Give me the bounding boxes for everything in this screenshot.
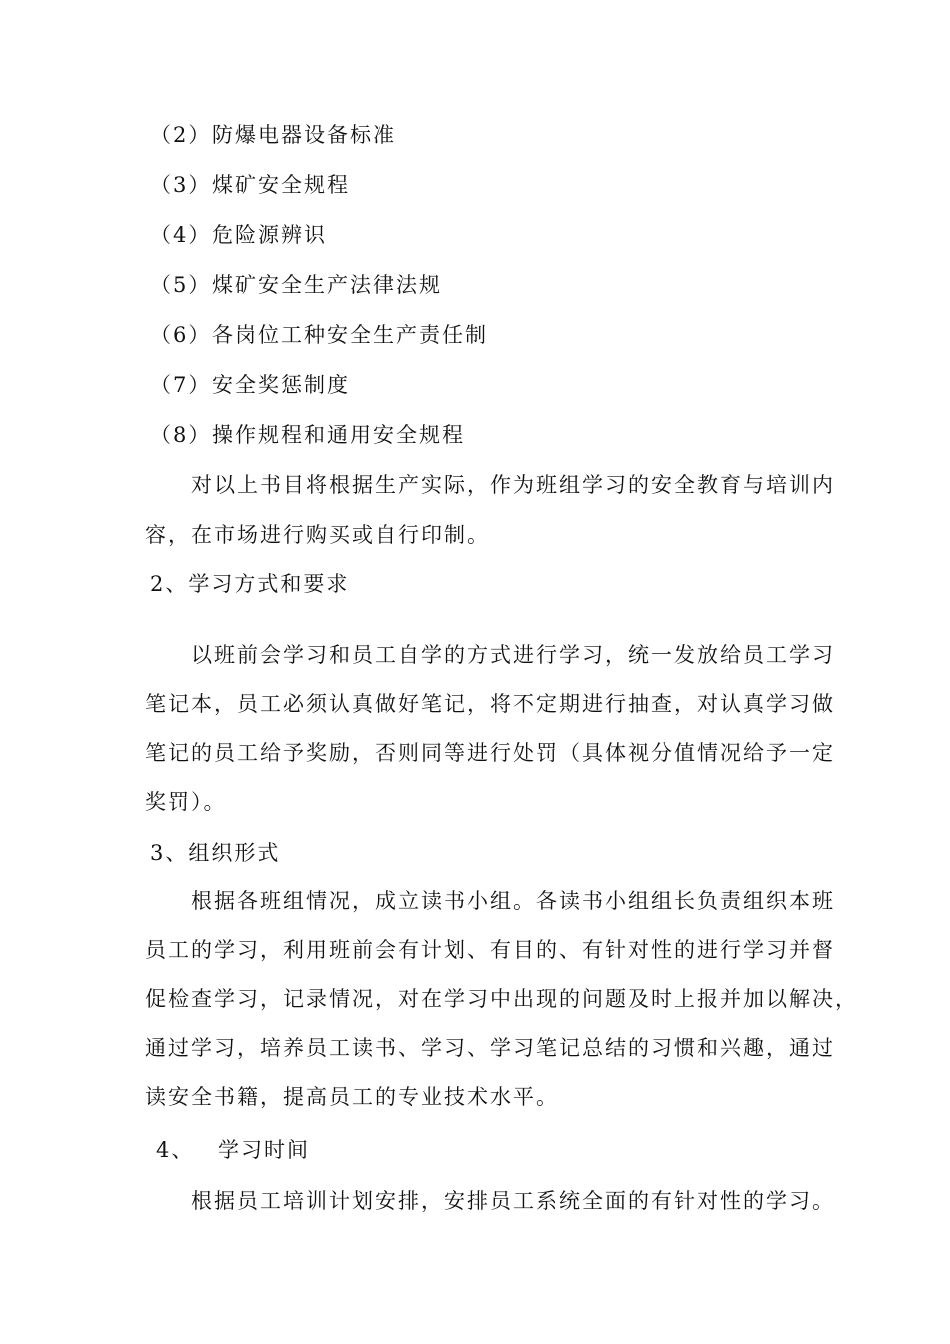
paragraph-text: 以班前会学习和员工自学的方式进行学习，统一发放给员工学习 [145, 643, 835, 667]
list-item-text: 防爆电器设备标准 [212, 123, 396, 147]
paragraph-text: 对以上书目将根据生产实际，作为班组学习的安全教育与培训内 [145, 473, 835, 497]
paragraph-text: 根据各班组情况，成立读书小组。各读书小组组长负责组织本班 [145, 889, 835, 913]
section-heading-text: 3、组织形式 [150, 841, 281, 865]
list-item-number: （2） [150, 123, 212, 147]
paragraph-text: 笔记的员工给予奖励，否则同等进行处罚（具体视分值情况给予一定 [145, 741, 835, 765]
paragraph-text: 通过学习，培养员工读书、学习、学习笔记总结的习惯和兴趣，通过 [145, 1036, 835, 1060]
list-item-text: 安全奖惩制度 [212, 373, 350, 397]
paragraph-text: 笔记本，员工必须认真做好笔记，将不定期进行抽查，对认真学习做 [145, 692, 835, 716]
list-item-text: 操作规程和通用安全规程 [212, 423, 465, 447]
paragraph-text: 员工的学习，利用班前会有计划、有目的、有针对性的进行学习并督 [145, 938, 835, 962]
list-item-number: （8） [150, 423, 212, 447]
paragraph-text: 读安全书籍，提高员工的专业技术水平。 [145, 1085, 559, 1109]
list-item-number: （4） [150, 223, 212, 247]
list-item-number: （7） [150, 373, 212, 397]
paragraph-text: 奖罚）。 [145, 790, 227, 814]
list-item-text: 煤矿安全规程 [212, 173, 350, 197]
list-item-number: （3） [150, 173, 212, 197]
list-item-number: （6） [150, 323, 212, 347]
section-heading-text: 2、学习方式和要求 [150, 572, 350, 596]
list-item-text: 煤矿安全生产法律法规 [212, 273, 442, 297]
list-item-text: 危险源辨识 [212, 223, 327, 247]
list-item-number: （5） [150, 273, 212, 297]
section-heading-number: 4、 [156, 1138, 195, 1162]
paragraph-text: 根据员工培训计划安排，安排员工系统全面的有针对性的学习。 [145, 1189, 835, 1213]
list-item-text: 各岗位工种安全生产责任制 [212, 323, 488, 347]
paragraph-text: 促检查学习，记录情况，对在学习中出现的问题及时上报并加以解决， [145, 987, 858, 1011]
paragraph-text: 容，在市场进行购买或自行印制。 [145, 523, 490, 547]
section-heading-text: 学习时间 [218, 1138, 310, 1162]
